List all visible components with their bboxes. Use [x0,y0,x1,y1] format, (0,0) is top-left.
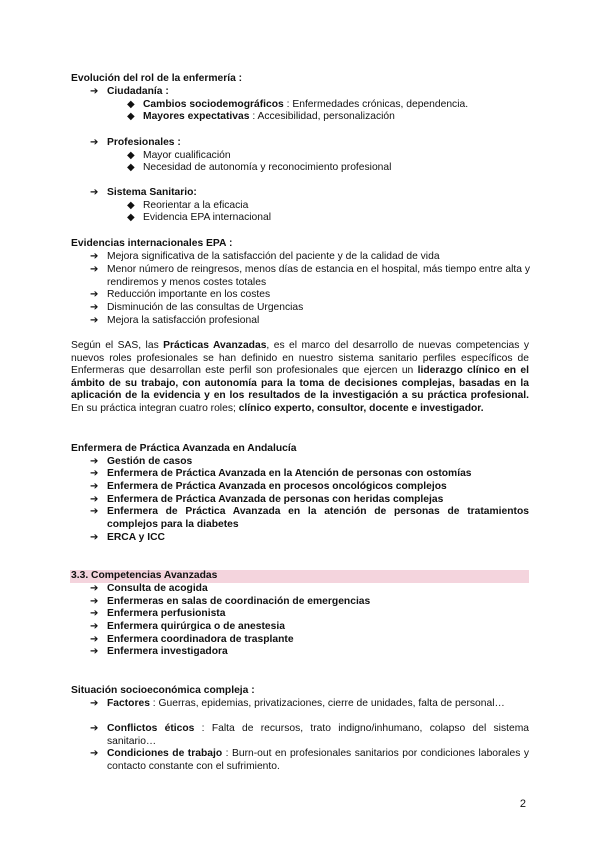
arrow-icon: ➔ [90,596,99,607]
arrow-icon: ➔ [90,494,99,505]
sas-paragraph: Según el SAS, las Prácticas Avanzadas, es el marco del desarrollo de nuevas competencias y nuevos roles profesionales se han definido en nuestro sistema sanitario perfiles específicos de Enfermeras que desarrollan este perfil son profesionales que ejercen un liderazgo clínico en el ámbito de su trabajo, con autonomía para la toma de decisiones complejas, basadas en la aplicación de la evidencia y en los resultados de la investigación a su práctica profesional. En su práctica integran cuatro roles; clínico experto, consultor, docente e investigador. [71,340,529,414]
list-item: ➔ Mejora la satisfacción profesional [90,315,260,326]
list-item: ➔ Enfermeras en salas de coordinación de emergencias [90,596,371,607]
group-ciudadania: ➔ Ciudadanía : [90,86,169,97]
diamond-icon: ◆ [127,150,135,161]
list-item: ➔ Factores : Guerras, epidemias, privatizaciones, cierre de unidades, falta de personal… [90,698,505,709]
arrow-icon: ➔ [90,634,99,645]
list-item: ◆ Reorientar a la eficacia [127,200,249,211]
list-item: ◆ Evidencia EPA internacional [127,212,272,223]
arrow-icon: ➔ [90,532,99,543]
list-item: ➔ Enfermera de Práctica Avanzada de personas con heridas complejas [90,494,444,505]
list-item: ◆ Necesidad de autonomía y reconocimiento profesional [127,162,392,173]
list-item: ➔ ERCA y ICC [90,532,165,543]
list-item: ➔ Enfermera de Práctica Avanzada en procesos oncológicos complejos [90,481,447,492]
section-title-evolucion: Evolución del rol de la enfermería : [71,73,243,84]
arrow-icon: ➔ [90,608,99,619]
arrow-icon: ➔ [90,86,99,97]
section-title-andalucia: Enfermera de Práctica Avanzada en Andalucía [71,443,297,454]
arrow-icon: ➔ [90,264,99,275]
list-item: ➔ Enfermera de Práctica Avanzada en la atención de personas de tratamientos complejos para la diabetes [90,506,529,530]
arrow-icon: ➔ [90,289,99,300]
arrow-icon: ➔ [90,468,99,479]
page-number: 2 [519,798,526,810]
list-item: ➔ Menor número de reingresos, menos días de estancia en el hospital, más tiempo entre alta y rendiremos y menos costes totales [90,264,530,288]
diamond-icon: ◆ [127,200,135,211]
list-item: ➔ Disminución de las consultas de Urgencias [90,302,304,313]
arrow-icon: ➔ [90,315,99,326]
list-item: ➔ Enfermera perfusionista [90,608,226,619]
list-item: ➔ Enfermera investigadora [90,646,228,657]
list-item: ➔ Conflictos éticos : Falta de recursos, trato indigno/inhumano, colapso del sistema sanitario… [90,723,529,747]
list-item: ➔ Enfermera coordinadora de trasplante [90,634,294,645]
list-item: ➔ Enfermera de Práctica Avanzada en la Atención de personas con ostomías [90,468,472,479]
arrow-icon: ➔ [90,621,99,632]
diamond-icon: ◆ [127,212,135,223]
section-title-situacion: Situación socioeconómica compleja : [71,685,255,696]
arrow-icon: ➔ [90,723,99,734]
section-title-evidencias: Evidencias internacionales EPA : [71,238,233,249]
list-item: ➔ Condiciones de trabajo : Burn-out en profesionales sanitarios por condiciones laborales y contacto constante con el sufrimiento. [90,748,529,772]
diamond-icon: ◆ [127,111,135,122]
diamond-icon: ◆ [127,162,135,173]
arrow-icon: ➔ [90,646,99,657]
list-item: ➔ Gestión de casos [90,456,193,467]
arrow-icon: ➔ [90,698,99,709]
list-item: ➔ Reducción importante en los costes [90,289,271,300]
group-profesionales: ➔ Profesionales : [90,137,181,148]
diamond-icon: ◆ [127,99,135,110]
list-item: ◆ Cambios sociodemográficos : Enfermedades crónicas, dependencia. [127,99,469,110]
list-item: ➔ Consulta de acogida [90,583,208,594]
list-item: ➔ Mejora significativa de la satisfacción del paciente y de la calidad de vida [90,251,440,262]
list-item: ➔ Enfermera quirúrgica o de anestesia [90,621,285,632]
group-sistema-sanitario: ➔ Sistema Sanitario: [90,187,197,198]
arrow-icon: ➔ [90,251,99,262]
arrow-icon: ➔ [90,583,99,594]
arrow-icon: ➔ [90,456,99,467]
arrow-icon: ➔ [90,748,99,759]
list-item: ◆ Mayores expectativas : Accesibilidad, personalización [127,111,395,122]
arrow-icon: ➔ [90,187,99,198]
arrow-icon: ➔ [90,302,99,313]
section-title-competencias: 3.3. Competencias Avanzadas [71,570,218,581]
arrow-icon: ➔ [90,506,99,517]
arrow-icon: ➔ [90,481,99,492]
list-item: ◆ Mayor cualificación [127,150,231,161]
arrow-icon: ➔ [90,137,99,148]
